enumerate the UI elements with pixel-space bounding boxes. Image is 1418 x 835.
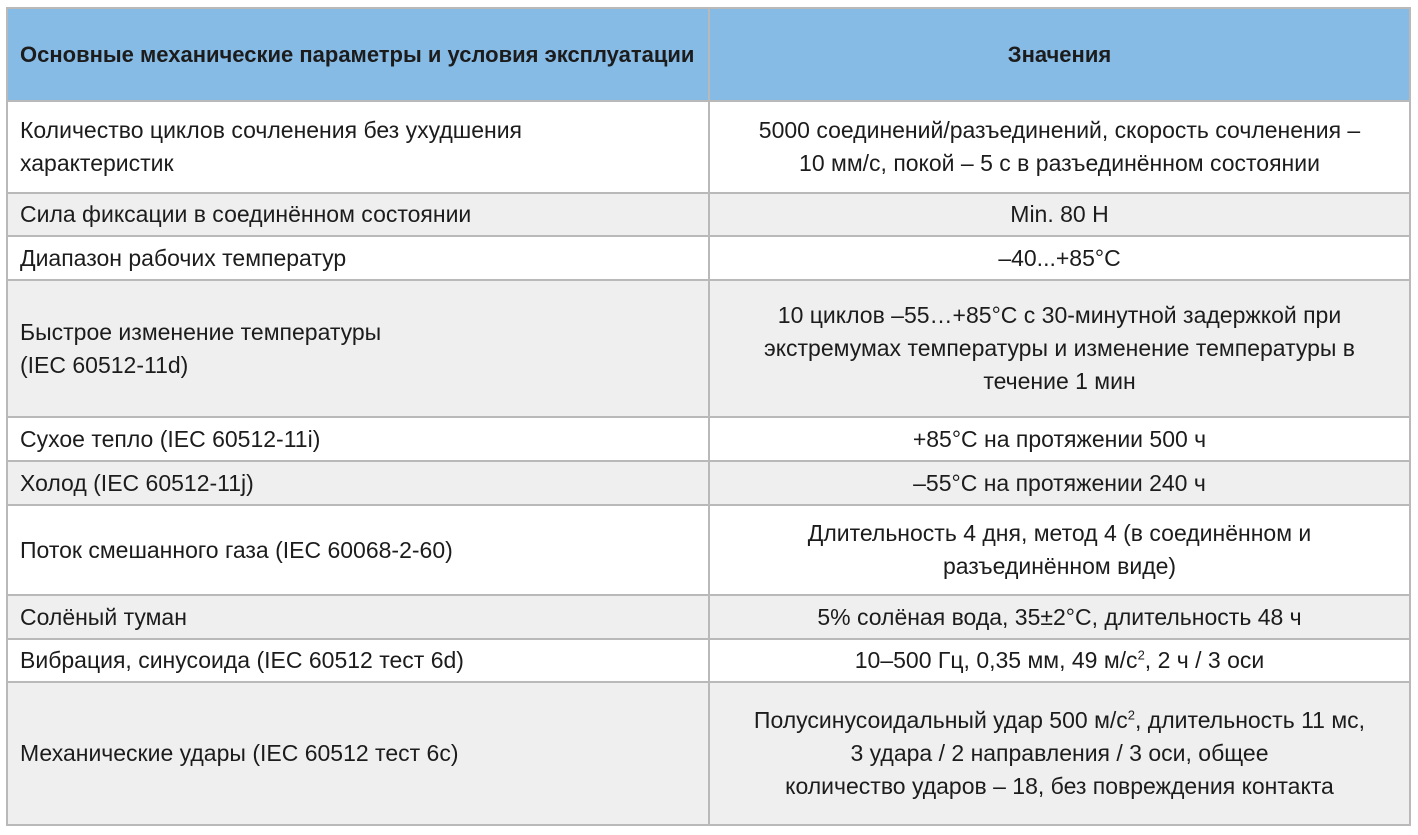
value-text: , длительность 11 мс, 3 удара / 2 направления / 3 оси, общее количество ударов – 18, без повреждения контакта (785, 707, 1366, 799)
row-param: Количество циклов сочленения без ухудшения характеристик (7, 101, 709, 193)
table-row (7, 461, 1410, 505)
row-param: Холод (IEC 60512-11j) (7, 461, 709, 505)
row-param: Сила фиксации в соединённом состоянии (7, 193, 709, 236)
row-value: 10 циклов –55…+85°С с 30-минутной задержкой при экстремумах температуры и изменение температуры в течение 1 мин (709, 280, 1410, 417)
table-row (7, 595, 1410, 639)
row-param: Диапазон рабочих температур (7, 236, 709, 280)
row-param: Солёный туман (7, 595, 709, 639)
row-value: –55°С на протяжении 240 ч (709, 461, 1410, 505)
superscript: 2 (1137, 647, 1145, 663)
row-param: Механические удары (IEC 60512 тест 6с) (7, 682, 709, 825)
table-row (7, 236, 1410, 280)
row-value: +85°С на протяжении 500 ч (709, 417, 1410, 461)
table-header-row (7, 8, 1410, 101)
header-param: Основные механические параметры и условия эксплуатации (7, 8, 709, 101)
value-text: , 2 ч / 3 оси (1144, 647, 1265, 673)
value-text: 10–500 Гц, 0,35 мм, 49 м/с (854, 647, 1138, 673)
row-value: –40...+85°С (709, 236, 1410, 280)
row-param: Вибрация, синусоида (IEC 60512 тест 6d) (7, 639, 709, 682)
row-value (709, 682, 1410, 825)
table-row (7, 505, 1410, 595)
header-value: Значения (709, 8, 1410, 101)
row-param: Сухое тепло (IEC 60512-11i) (7, 417, 709, 461)
specs-table (6, 7, 1411, 826)
value-text: Полусинусоидальный удар 500 м/с (753, 707, 1128, 733)
superscript: 2 (1127, 707, 1136, 723)
table-row (7, 193, 1410, 236)
table-row (7, 639, 1410, 682)
row-value: Min. 80 Н (709, 193, 1410, 236)
row-value: Длительность 4 дня, метод 4 (в соединённом и разъединённом виде) (709, 505, 1410, 595)
row-value (709, 639, 1410, 682)
table-row (7, 280, 1410, 417)
row-value: 5000 соединений/разъединений, скорость сочленения – 10 мм/с, покой – 5 с в разъединённом состоянии (709, 101, 1410, 193)
table-row (7, 101, 1410, 193)
row-value: 5% солёная вода, 35±2°С, длительность 48 ч (709, 595, 1410, 639)
row-param: Быстрое изменение температуры (IEC 60512-11d) (7, 280, 709, 417)
table-row (7, 682, 1410, 825)
table-row (7, 417, 1410, 461)
row-param: Поток смешанного газа (IEC 60068-2-60) (7, 505, 709, 595)
